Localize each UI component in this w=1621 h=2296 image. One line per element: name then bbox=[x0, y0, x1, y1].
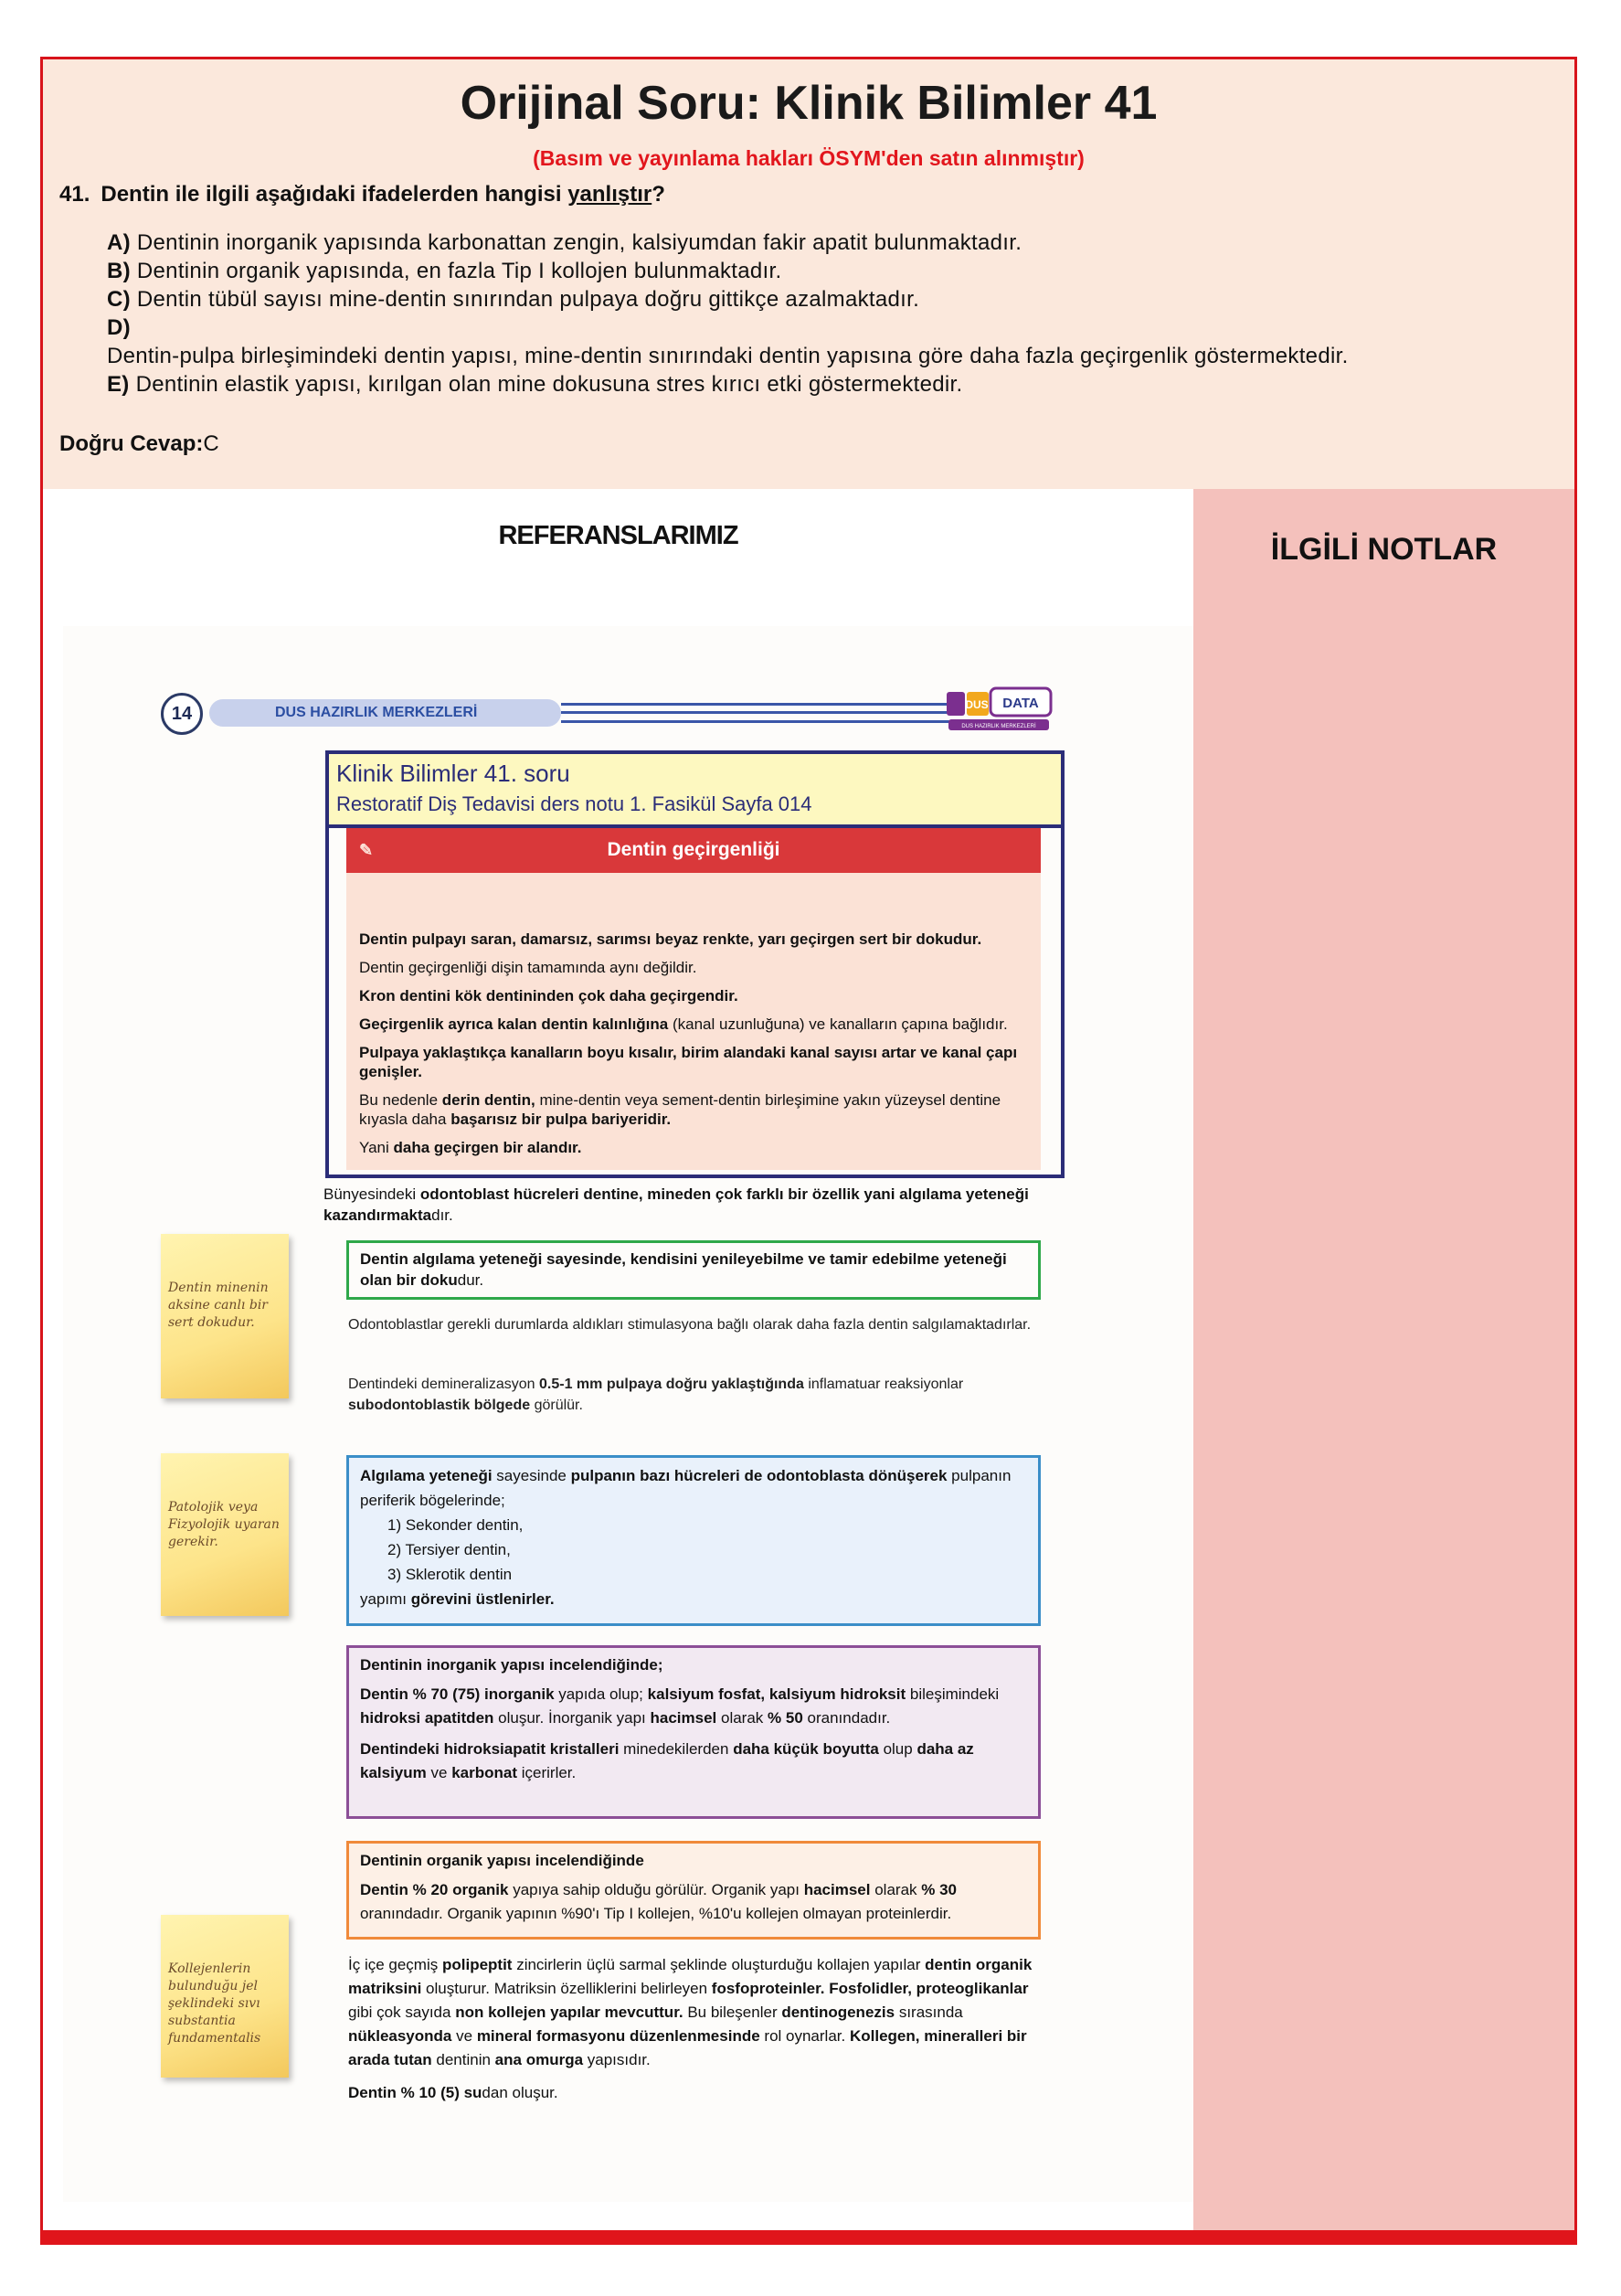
question-stem bbox=[59, 182, 665, 207]
question-number: 41. bbox=[59, 182, 90, 207]
book-page-number: 14 bbox=[161, 693, 203, 735]
dusdata-logo bbox=[945, 685, 1054, 732]
odontoblast-stimulation-text: Odontoblastlar gerekli durumlarda aldıkları stimulasyona bağlı olarak daha fazla dentin salgılamaktadırlar. bbox=[348, 1317, 1032, 1333]
option-text: Dentinin elastik yapısı, kırılgan olan mine dokusuna stres kırıcı etki göstermektedir. bbox=[135, 372, 963, 397]
page-frame bbox=[40, 57, 1577, 2236]
correct-answer-value: C bbox=[203, 431, 219, 456]
option-text: Dentin tübül sayısı mine-dentin sınırından pulpaya doğru gittikçe azalmaktadır. bbox=[136, 287, 920, 312]
correct-answer-label: Doğru Cevap: bbox=[59, 431, 204, 456]
correct-answer bbox=[59, 431, 219, 457]
question-panel bbox=[43, 59, 1574, 489]
answer-options bbox=[107, 229, 1349, 399]
option-letter: B) bbox=[107, 259, 131, 283]
page-title: Orijinal Soru: Klinik Bilimler 41 bbox=[460, 77, 1158, 130]
organic-line: Dentin % 20 organik yapıya sahip olduğu görülür. Organik yapı hacimsel olarak % 30 oranındadır. Organik yapının %90'ı Tip I kollejen, %10'u kollejen olmayan proteinlerdir. bbox=[360, 1881, 958, 1922]
permeability-p7: Yani daha geçirgen bir alandır. bbox=[359, 1139, 582, 1156]
organic-heading: Dentinin organik yapısı incelendiğinde bbox=[360, 1852, 644, 1869]
question-mark: ? bbox=[652, 182, 665, 207]
svg-text:DUS HAZIRLIK MERKEZLERİ: DUS HAZIRLIK MERKEZLERİ bbox=[961, 724, 1036, 729]
water-content-line: Dentin % 10 (5) sudan oluşur. bbox=[348, 2084, 558, 2101]
header-decor-lines bbox=[561, 703, 949, 723]
source-callout-header bbox=[329, 754, 1061, 828]
list-item: 2) Tersiyer dentin, bbox=[387, 1541, 511, 1558]
sticky-note: Kollejenlerin bulunduğu jel şeklindeki sıvı substantia fundamentalis bbox=[161, 1915, 289, 2078]
option-text: Dentinin inorganik yapısında karbonattan zengin, kalsiyumdan fakir apatit bulunmaktadır. bbox=[136, 230, 1022, 255]
references-title: REFERANSLARIMIZ bbox=[498, 521, 738, 550]
source-callout bbox=[325, 750, 1065, 1178]
demineralization-text: Dentindeki demineralizasyon 0.5-1 mm pulpaya doğru yaklaştığında inflamatuar reaksiyonlar subodontoblastik bölgede görülür. bbox=[348, 1377, 964, 1413]
permeability-p4: Geçirgenlik ayrıca kalan dentin kalınlığına (kanal uzunluğuna) ve kanalların çapına bağlıdır. bbox=[359, 1015, 1008, 1033]
option-a bbox=[107, 229, 1349, 257]
inorganic-line1: Dentin % 70 (75) inorganik yapıda olup; kalsiyum fosfat, kalsiyum hidroksit bileşimindeki hidroksi apatitden oluşur. İnorganik yapı hacimsel olarak % 50 oranındadır. bbox=[360, 1685, 1000, 1727]
green-note-box: Dentin algılama yeteneği sayesinde, kendisini yenileyebilme ve tamir edebilme yeteneği olan bir dokudur. bbox=[346, 1240, 1041, 1300]
collagen-paragraph: İç içe geçmiş polipeptit zincirlerin üçlü sarmal şeklinde oluşturduğu kollajen yapılar dentin organik matriksini oluşturur. Matriksin özelliklerini belirleyen fosfoproteinler. Fosfolidler, proteoglikanlar gibi çok sayıda non kollejen yapılar mevcuttur. Bu bileşenler dentinogenezis sırasında nükleasyonda ve mineral formasyonu düzenlenmesinde rol oynarlar. Kollegen, mineralleri bir arada tutan dentinin ana omurga yapısıdır. Dentin % 10 (5) sudan oluşur. bbox=[348, 1953, 1043, 2105]
permeability-p6: Bu nedenle derin dentin, mine-dentin veya sement-dentin birleşimine yakın yüzeysel dentine kıyasla daha başarısız bir pulpa bariyeridir. bbox=[359, 1091, 1001, 1128]
permeability-p3: Kron dentini kök dentininden çok daha geçirgendir. bbox=[359, 987, 738, 1004]
option-text: Dentin-pulpa birleşimindeki dentin yapısı, mine-dentin sınırındaki dentin yapısına göre daha fazla geçirgenlik göstermektedir. bbox=[107, 344, 1349, 368]
blue-intro: Algılama yeteneği sayesinde pulpanın bazı hücreleri de odontoblasta dönüşerek pulpanın periferik bögelerinde; bbox=[360, 1467, 1012, 1509]
option-text: Dentinin organik yapısında, en fazla Tip I kollojen bulunmaktadır. bbox=[136, 259, 782, 283]
orange-note-box bbox=[346, 1841, 1041, 1940]
option-c bbox=[107, 285, 1349, 314]
notes-panel bbox=[1193, 489, 1574, 2236]
inorganic-line2: Dentindeki hidroksiapatit kristalleri minedekilerden daha küçük boyutta olup daha az kalsiyum ve karbonat içerirler. bbox=[360, 1740, 974, 1781]
list-item: 1) Sekonder dentin, bbox=[387, 1516, 524, 1534]
source-callout-subtitle: Restoratif Diş Tedavisi ders notu 1. Fasikül Sayfa 014 bbox=[336, 792, 812, 815]
notes-title: İLGİLİ NOTLAR bbox=[1270, 532, 1498, 567]
option-letter: D) bbox=[107, 315, 131, 340]
purple-note-box bbox=[346, 1645, 1041, 1819]
option-letter: E) bbox=[107, 372, 130, 397]
svg-text:DATA: DATA bbox=[1002, 696, 1039, 711]
reference-page-image bbox=[63, 626, 1193, 2202]
pen-icon: ✎ bbox=[359, 841, 374, 859]
copyright-note: (Basım ve yayınlama hakları ÖSYM'den satın alınmıştır) bbox=[533, 146, 1085, 170]
question-text: Dentin ile ilgili aşağıdaki ifadelerden hangisi bbox=[101, 182, 562, 207]
sticky-note: Patolojik veya Fizyolojik uyaran gerekir. bbox=[161, 1453, 289, 1616]
option-letter: A) bbox=[107, 230, 131, 255]
question-keyword: yanlıştır bbox=[567, 182, 652, 207]
book-header-label: DUS HAZIRLIK MERKEZLERİ bbox=[209, 699, 561, 727]
bottom-red-bar bbox=[40, 2230, 1577, 2245]
dentin-type-list bbox=[360, 1513, 1027, 1587]
odontoblast-text: Bünyesindeki odontoblast hücreleri dentine, mineden çok farklı bir özellik yani algılama yeteneği kazandırmaktadır. bbox=[323, 1185, 1029, 1224]
references-panel bbox=[43, 489, 1193, 2236]
blue-note-box bbox=[346, 1455, 1041, 1626]
option-e bbox=[107, 370, 1349, 399]
inorganic-heading: Dentinin inorganik yapısı incelendiğinde; bbox=[360, 1656, 663, 1674]
permeability-heading: ✎ Dentin geçirgenliği bbox=[346, 827, 1041, 873]
permeability-p5: Pulpaya yaklaştıkça kanalların boyu kısalır, birim alandaki kanal sayısı artar ve kanal çapı genişler. bbox=[359, 1044, 1018, 1080]
list-item: 3) Sklerotik dentin bbox=[387, 1566, 513, 1583]
permeability-p1: Dentin pulpayı saran, damarsız, sarımsı beyaz renkte, yarı geçirgen sert bir dokudur. bbox=[359, 930, 982, 948]
svg-text:DUS: DUS bbox=[965, 698, 989, 711]
permeability-p2: Dentin geçirgenliği dişin tamamında aynı değildir. bbox=[359, 959, 697, 976]
option-b bbox=[107, 257, 1349, 285]
source-callout-title: Klinik Bilimler 41. soru bbox=[336, 760, 570, 787]
blue-outro: yapımı görevini üstlenirler. bbox=[360, 1590, 555, 1608]
sticky-note: Dentin minenin aksine canlı bir sert dokudur. bbox=[161, 1234, 289, 1398]
option-d bbox=[107, 314, 1349, 370]
option-letter: C) bbox=[107, 287, 131, 312]
